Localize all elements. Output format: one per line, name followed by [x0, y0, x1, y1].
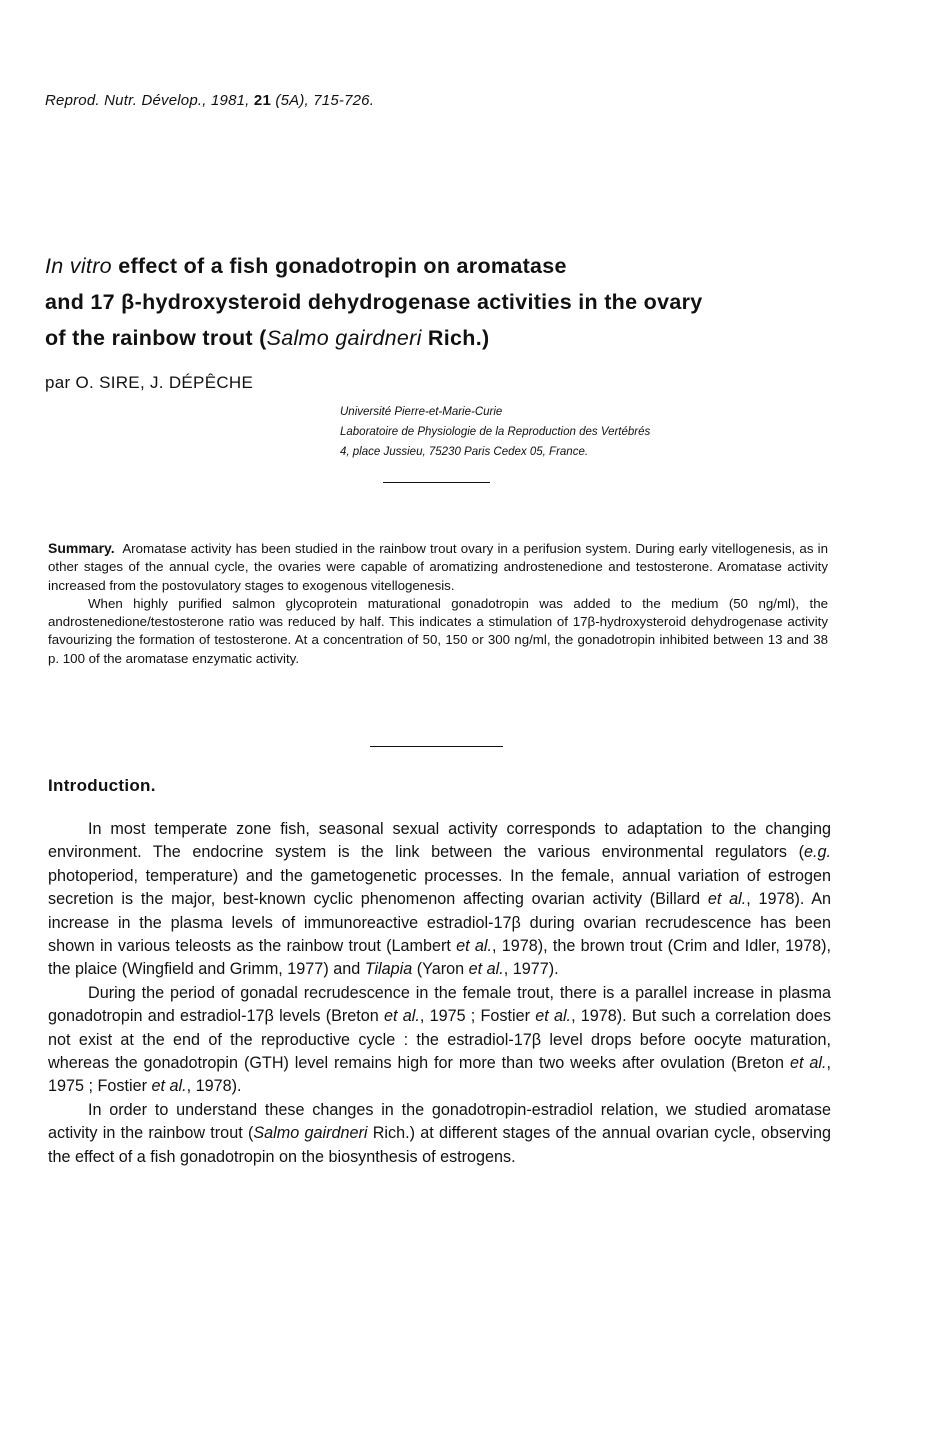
journal-volume: 21 — [253, 92, 272, 109]
summary-paragraph-2: When highly purified salmon glycoprotein maturational gonadotropin was added to the medium (50 ng/ml), the androstenedione/testosterone ratio was reduced by half. This indicates a stimulation of 17β-hydroxysteroid dehydrogenase activity favourizing the formation of testosterone. At a concentration of 50, 150 or 300 ng/ml, the gonadotropin inhibited between 13 and 38 p. 100 of the aromatase enzymatic activity. — [48, 595, 828, 666]
journal-name: Reprod. Nutr. Dévelop., — [45, 92, 207, 109]
title-line-1: In vitro effect of a fish gonadotropin on aromatase — [45, 254, 567, 278]
title-line-2: and 17 β-hydroxysteroid dehydrogenase activities in the ovary — [45, 290, 703, 314]
affiliation-address: 4, place Jussieu, 75230 Paris Cedex 05, France. — [340, 446, 589, 458]
summary-paragraph-1: Summary. Aromatase activity has been studied in the rainbow trout ovary in a perifusion system. During early vitellogenesis, as in other stages of the annual cycle, the ovaries were capable of aromatizing androstenedione and testosterone. Aromatase activity increased from the postovulatory stages to exogenous vitellogenesis. — [48, 540, 829, 593]
journal-citation — [45, 92, 374, 109]
affiliation-university: Université Pierre-et-Marie-Curie — [340, 406, 503, 418]
intro-paragraph-3: In order to understand these changes in the gonadotropin-estradiol relation, we studied aromatase activity in the rainbow trout (Salmo gairdneri Rich.) at different stages of the annual ovarian cycle, observing the effect of a fish gonadotropin on the biosynthesis of estrogens. — [48, 1100, 832, 1166]
affiliation-laboratory: Laboratoire de Physiologie de la Reproduction des Vertébrés — [340, 426, 651, 438]
divider-rule — [383, 482, 490, 483]
journal-pages: (5A), 715-726. — [275, 92, 375, 109]
authors: par O. SIRE, J. DÉPÊCHE — [45, 373, 254, 392]
title-line-3: of the rainbow trout (Salmo gairdneri Rich.) — [45, 326, 490, 350]
section-heading-introduction: Introduction. — [48, 776, 156, 795]
affiliation — [340, 402, 650, 462]
divider-rule — [370, 746, 503, 747]
journal-year: 1981, — [211, 92, 250, 109]
article-title — [45, 248, 885, 356]
intro-paragraph-2: During the period of gonadal recrudescence in the female trout, there is a parallel increase in plasma gonadotropin and estradiol-17β levels (Breton et al., 1975 ; Fostier et al., 1978). But such a correlation does not exist at the end of the reproductive cycle : the estradiol-17β level drops before oocyte maturation, whereas the gonadotropin (GTH) level remains high for more than two weeks after ovulation (Breton et al., 1975 ; Fostier et al., 1978). — [48, 983, 831, 1096]
summary-label: Summary. — [48, 540, 115, 556]
intro-paragraph-1: In most temperate zone fish, seasonal sexual activity corresponds to adaptation to the changing environment. The endocrine system is the link between the various environmental regulators (e.g. photoperiod, temperature) and the gametogenetic processes. In the female, annual variation of estrogen secretion is the major, best-known cyclic phenomenon affecting ovarian activity (Billard et al., 1978). An increase in the plasma levels of immunoreactive estradiol-17β during ovarian recrudescence has been shown in various teleosts as the rainbow trout (Lambert et al., 1978), the brown trout (Crim and Idler, 1978), the plaice (Wingfield and Grimm, 1977) and Tilapia (Yaron et al., 1977). — [48, 820, 831, 979]
introduction-body — [48, 818, 831, 1169]
summary-section — [48, 539, 828, 668]
